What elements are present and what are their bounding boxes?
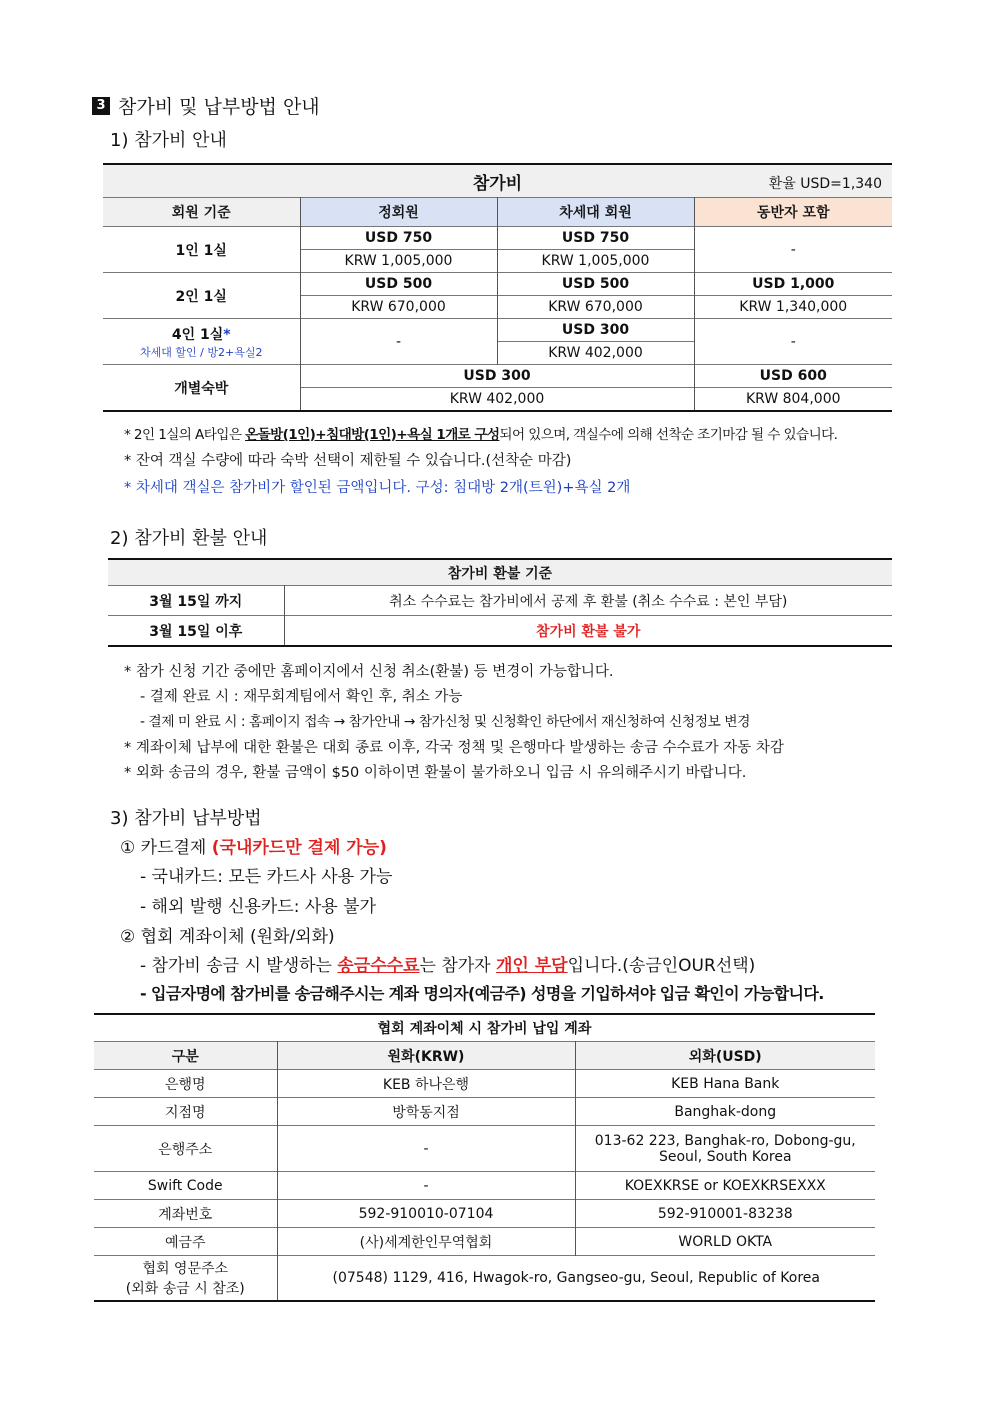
bank-cell: 592-910001-83238 <box>575 1200 875 1228</box>
fee-cell: USD 750 <box>300 227 497 250</box>
payment-transfer-detail-2: - 입금자명에 참가비를 송금해주시는 계좌 명의자(예금주) 성명을 기입하셔야 입금 확인이 가능합니다. <box>140 984 824 1003</box>
bank-cell: - <box>277 1172 575 1200</box>
fee-row-label: 개별숙박 <box>103 365 300 412</box>
bank-address-line-1: 013-62 223, Banghak-ro, Dobong-gu, <box>594 1132 856 1149</box>
fee-cell: KRW 1,005,000 <box>300 250 497 273</box>
bank-row-label: 예금주 <box>94 1228 277 1256</box>
fee-header-regular: 정회원 <box>300 198 497 227</box>
refund-row-label: 3월 15일 까지 <box>108 586 284 616</box>
payment-t1-self: 개인 부담 <box>496 956 568 976</box>
fee-row-label: 2인 1실 <box>103 273 300 319</box>
bank-row-label <box>94 1256 277 1302</box>
fee-cell: USD 500 <box>300 273 497 296</box>
refund-row-label: 3월 15일 이후 <box>108 616 284 647</box>
payment-t1-post: 입니다.(송금인OUR선택) <box>567 956 756 976</box>
section-number-badge: 3 <box>92 97 110 115</box>
section-title: 참가비 및 납부방법 안내 <box>118 96 320 118</box>
fee-table <box>103 163 892 412</box>
subheading-refund: 2) 참가비 환불 안내 <box>110 528 268 549</box>
fee-cell: USD 300 <box>300 365 694 388</box>
bank-row-label: 은행주소 <box>94 1126 277 1172</box>
fee-row-label-star: * <box>223 326 231 343</box>
fee-note-1-underlined: 온돌방(1인)+침대방(1인)+욕실 1개로 구성 <box>245 427 500 443</box>
fee-header-companion: 동반자 포함 <box>694 198 892 227</box>
payment-card-detail-2: - 해외 발행 신용카드: 사용 불가 <box>140 897 376 917</box>
bank-row-label: 지점명 <box>94 1098 277 1126</box>
payment-t1-fee: 송금수수료 <box>337 956 420 976</box>
fee-cell: KRW 402,000 <box>300 388 694 412</box>
payment-transfer: ② 협회 계좌이체 (원화/외화) <box>120 927 335 947</box>
fee-cell: KRW 1,340,000 <box>694 296 892 319</box>
refund-table-title: 참가비 환불 기준 <box>108 559 892 586</box>
bank-row-label: 계좌번호 <box>94 1200 277 1228</box>
bank-cell: KOEXKRSE or KOEXKRSEXXX <box>575 1172 875 1200</box>
fee-row-label-text: 4인 1실 <box>171 326 224 343</box>
exchange-rate: 환율 USD=1,340 <box>768 176 882 192</box>
fee-cell: KRW 402,000 <box>497 342 694 365</box>
bank-english-address: (07548) 1129, 416, Hwagok-ro, Gangseo-gu, Seoul, Republic of Korea <box>277 1256 875 1302</box>
fee-note-1-pre: * 2인 1실의 A타입은 <box>124 427 246 443</box>
bank-cell: WORLD OKTA <box>575 1228 875 1256</box>
bank-cell: Banghak-dong <box>575 1098 875 1126</box>
subheading-fee: 1) 참가비 안내 <box>110 130 227 151</box>
fee-cell: USD 1,000 <box>694 273 892 296</box>
fee-cell: KRW 804,000 <box>694 388 892 412</box>
payment-t1-mid: 는 참가자 <box>419 956 496 976</box>
fee-row-label <box>103 319 300 365</box>
refund-row-text: 참가비 환불 불가 <box>284 616 892 647</box>
bank-cell: KEB Hana Bank <box>575 1070 875 1098</box>
fee-row-sublabel: 차세대 할인 / 방2+욕실2 <box>140 345 263 359</box>
fee-table-title-cell <box>103 164 892 198</box>
bank-header: 원화(KRW) <box>277 1042 575 1070</box>
refund-table <box>108 558 892 647</box>
bank-cell: KEB 하나은행 <box>277 1070 575 1098</box>
payment-card-note: (국내카드만 결제 가능) <box>211 838 387 858</box>
payment-transfer-detail-1 <box>140 951 755 976</box>
refund-row-text: 취소 수수료는 참가비에서 공제 후 환불 (취소 수수료 : 본인 부담) <box>284 586 892 616</box>
bank-table <box>94 1013 875 1302</box>
bank-header: 외화(USD) <box>575 1042 875 1070</box>
fee-cell: USD 600 <box>694 365 892 388</box>
bank-address-line-2: Seoul, South Korea <box>658 1148 792 1165</box>
fee-table-title: 참가비 <box>472 173 523 194</box>
fee-cell: USD 300 <box>497 319 694 342</box>
fee-cell: - <box>300 319 497 365</box>
bank-header: 구분 <box>94 1042 277 1070</box>
fee-cell: USD 500 <box>497 273 694 296</box>
bank-row-label: 은행명 <box>94 1070 277 1098</box>
bank-row-label: Swift Code <box>94 1172 277 1200</box>
payment-card-detail-1: - 국내카드: 모든 카드사 사용 가능 <box>140 867 393 887</box>
refund-note-4: * 계좌이체 납부에 대한 환불은 대회 종료 이후, 각국 정책 및 은행마다 발생하는 송금 수수료가 자동 차감 <box>124 740 784 756</box>
refund-note-5: * 외화 송금의 경우, 환불 금액이 $50 이하이면 환불이 불가하오니 입금 시 유의해주시기 바랍니다. <box>124 765 747 781</box>
bank-addr-label-2: (외화 송금 시 참조) <box>125 1281 245 1297</box>
refund-note-3: - 결제 미 완료 시 : 홈페이지 접속 → 참가안내 → 참가신청 및 신청확인 하단에서 재신청하여 신청정보 변경 <box>140 714 750 730</box>
payment-card <box>120 833 387 858</box>
refund-note-1: * 참가 신청 기간 중에만 홈페이지에서 신청 취소(환불) 등 변경이 가능합니다. <box>124 664 614 680</box>
bank-cell: 592-910010-07104 <box>277 1200 575 1228</box>
bank-cell: - <box>277 1126 575 1172</box>
fee-cell: KRW 670,000 <box>497 296 694 319</box>
fee-note-2: * 잔여 객실 수량에 따라 숙박 선택이 제한될 수 있습니다.(선착순 마감) <box>124 453 572 469</box>
bank-cell <box>575 1126 875 1172</box>
fee-cell: USD 750 <box>497 227 694 250</box>
refund-note-2: - 결제 완료 시 : 재무회계팀에서 확인 후, 취소 가능 <box>140 689 463 705</box>
fee-note-1-post: 되어 있으며, 객실수에 의해 선착순 조기마감 될 수 있습니다. <box>499 427 838 443</box>
fee-cell: - <box>694 227 892 273</box>
subheading-payment: 3) 참가비 납부방법 <box>110 808 262 829</box>
bank-cell: 방학동지점 <box>277 1098 575 1126</box>
fee-cell: - <box>694 319 892 365</box>
fee-note-1 <box>124 423 837 443</box>
fee-note-3: * 차세대 객실은 참가비가 할인된 금액입니다. 구성: 침대방 2개(트윈)+욕실 2개 <box>124 480 631 496</box>
bank-cell: (사)세계한인무역협회 <box>277 1228 575 1256</box>
fee-cell: KRW 1,005,000 <box>497 250 694 273</box>
bank-addr-label-1: 협회 영문주소 <box>142 1261 229 1277</box>
fee-header-basis: 회원 기준 <box>103 198 300 227</box>
payment-t1-pre: - 참가비 송금 시 발생하는 <box>140 956 338 976</box>
fee-cell: KRW 670,000 <box>300 296 497 319</box>
payment-card-label: ① 카드결제 <box>120 838 212 858</box>
fee-row-label: 1인 1실 <box>103 227 300 273</box>
section-heading <box>92 92 320 119</box>
bank-table-title: 협회 계좌이체 시 참가비 납입 계좌 <box>377 1021 592 1037</box>
fee-header-nextgen: 차세대 회원 <box>497 198 694 227</box>
